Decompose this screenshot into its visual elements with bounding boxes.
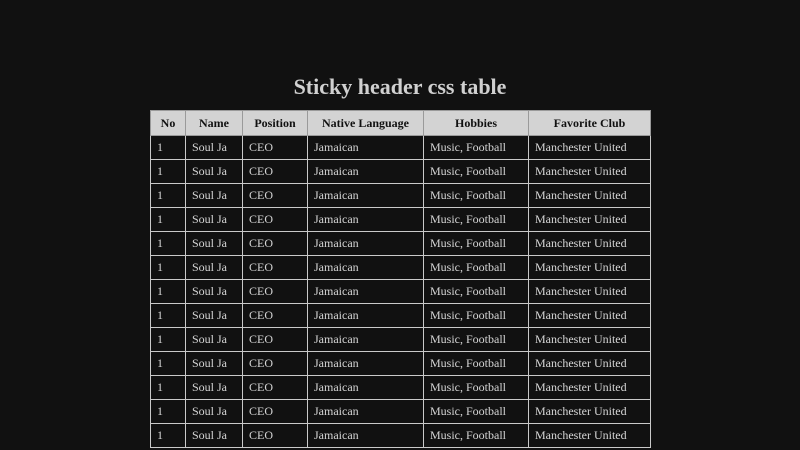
cell-favorite-club: Manchester United <box>529 208 651 232</box>
cell-no: 1 <box>151 328 186 352</box>
cell-native-language: Jamaican <box>308 352 424 376</box>
cell-position: CEO <box>243 160 308 184</box>
column-header-position: Position <box>243 111 308 136</box>
cell-position: CEO <box>243 304 308 328</box>
cell-name: Soul Ja <box>186 208 243 232</box>
cell-native-language: Jamaican <box>308 328 424 352</box>
cell-position: CEO <box>243 424 308 448</box>
cell-no: 1 <box>151 256 186 280</box>
table-row <box>151 160 651 184</box>
table-row <box>151 400 651 424</box>
cell-name: Soul Ja <box>186 304 243 328</box>
cell-favorite-club: Manchester United <box>529 184 651 208</box>
cell-name: Soul Ja <box>186 136 243 160</box>
cell-no: 1 <box>151 400 186 424</box>
page-title: Sticky header css table <box>293 74 507 99</box>
cell-position: CEO <box>243 256 308 280</box>
cell-position: CEO <box>243 208 308 232</box>
cell-hobbies: Music, Football <box>424 184 529 208</box>
cell-no: 1 <box>151 280 186 304</box>
cell-favorite-club: Manchester United <box>529 328 651 352</box>
table-row <box>151 328 651 352</box>
cell-no: 1 <box>151 232 186 256</box>
cell-native-language: Jamaican <box>308 376 424 400</box>
cell-hobbies: Music, Football <box>424 400 529 424</box>
cell-favorite-club: Manchester United <box>529 304 651 328</box>
cell-position: CEO <box>243 232 308 256</box>
cell-position: CEO <box>243 136 308 160</box>
cell-hobbies: Music, Football <box>424 256 529 280</box>
cell-position: CEO <box>243 184 308 208</box>
cell-hobbies: Music, Football <box>424 160 529 184</box>
cell-hobbies: Music, Football <box>424 136 529 160</box>
table-row <box>151 136 651 160</box>
cell-favorite-club: Manchester United <box>529 352 651 376</box>
table-row <box>151 424 651 448</box>
cell-name: Soul Ja <box>186 376 243 400</box>
cell-name: Soul Ja <box>186 160 243 184</box>
data-table <box>150 110 651 448</box>
cell-name: Soul Ja <box>186 328 243 352</box>
table-container[interactable] <box>150 110 650 448</box>
cell-native-language: Jamaican <box>308 208 424 232</box>
cell-name: Soul Ja <box>186 256 243 280</box>
cell-no: 1 <box>151 304 186 328</box>
table-row <box>151 256 651 280</box>
cell-hobbies: Music, Football <box>424 232 529 256</box>
table-row <box>151 376 651 400</box>
header-row <box>151 111 651 136</box>
cell-hobbies: Music, Football <box>424 352 529 376</box>
cell-favorite-club: Manchester United <box>529 376 651 400</box>
cell-hobbies: Music, Football <box>424 424 529 448</box>
table-row <box>151 280 651 304</box>
cell-name: Soul Ja <box>186 352 243 376</box>
sticky-table-header <box>151 111 651 136</box>
cell-hobbies: Music, Football <box>424 208 529 232</box>
table-row <box>151 352 651 376</box>
cell-no: 1 <box>151 424 186 448</box>
cell-native-language: Jamaican <box>308 424 424 448</box>
cell-hobbies: Music, Football <box>424 328 529 352</box>
column-header-no: No <box>151 111 186 136</box>
cell-favorite-club: Manchester United <box>529 136 651 160</box>
cell-position: CEO <box>243 400 308 424</box>
cell-no: 1 <box>151 160 186 184</box>
cell-no: 1 <box>151 208 186 232</box>
cell-hobbies: Music, Football <box>424 280 529 304</box>
cell-native-language: Jamaican <box>308 136 424 160</box>
cell-no: 1 <box>151 136 186 160</box>
table-row <box>151 208 651 232</box>
cell-name: Soul Ja <box>186 232 243 256</box>
cell-position: CEO <box>243 352 308 376</box>
cell-position: CEO <box>243 376 308 400</box>
cell-hobbies: Music, Football <box>424 376 529 400</box>
cell-favorite-club: Manchester United <box>529 400 651 424</box>
cell-native-language: Jamaican <box>308 184 424 208</box>
cell-favorite-club: Manchester United <box>529 232 651 256</box>
cell-name: Soul Ja <box>186 280 243 304</box>
table-row <box>151 184 651 208</box>
cell-favorite-club: Manchester United <box>529 280 651 304</box>
cell-native-language: Jamaican <box>308 304 424 328</box>
table-body <box>151 136 651 448</box>
table-row <box>151 304 651 328</box>
cell-native-language: Jamaican <box>308 160 424 184</box>
cell-favorite-club: Manchester United <box>529 160 651 184</box>
table-row <box>151 232 651 256</box>
cell-no: 1 <box>151 376 186 400</box>
cell-favorite-club: Manchester United <box>529 424 651 448</box>
cell-favorite-club: Manchester United <box>529 256 651 280</box>
column-header-favorite-club: Favorite Club <box>529 111 651 136</box>
cell-native-language: Jamaican <box>308 280 424 304</box>
cell-no: 1 <box>151 352 186 376</box>
cell-name: Soul Ja <box>186 424 243 448</box>
cell-native-language: Jamaican <box>308 232 424 256</box>
column-header-hobbies: Hobbies <box>424 111 529 136</box>
cell-position: CEO <box>243 328 308 352</box>
cell-native-language: Jamaican <box>308 256 424 280</box>
cell-name: Soul Ja <box>186 400 243 424</box>
cell-name: Soul Ja <box>186 184 243 208</box>
cell-hobbies: Music, Football <box>424 304 529 328</box>
cell-native-language: Jamaican <box>308 400 424 424</box>
column-header-native-language: Native Language <box>308 111 424 136</box>
column-header-name: Name <box>186 111 243 136</box>
cell-position: CEO <box>243 280 308 304</box>
cell-no: 1 <box>151 184 186 208</box>
